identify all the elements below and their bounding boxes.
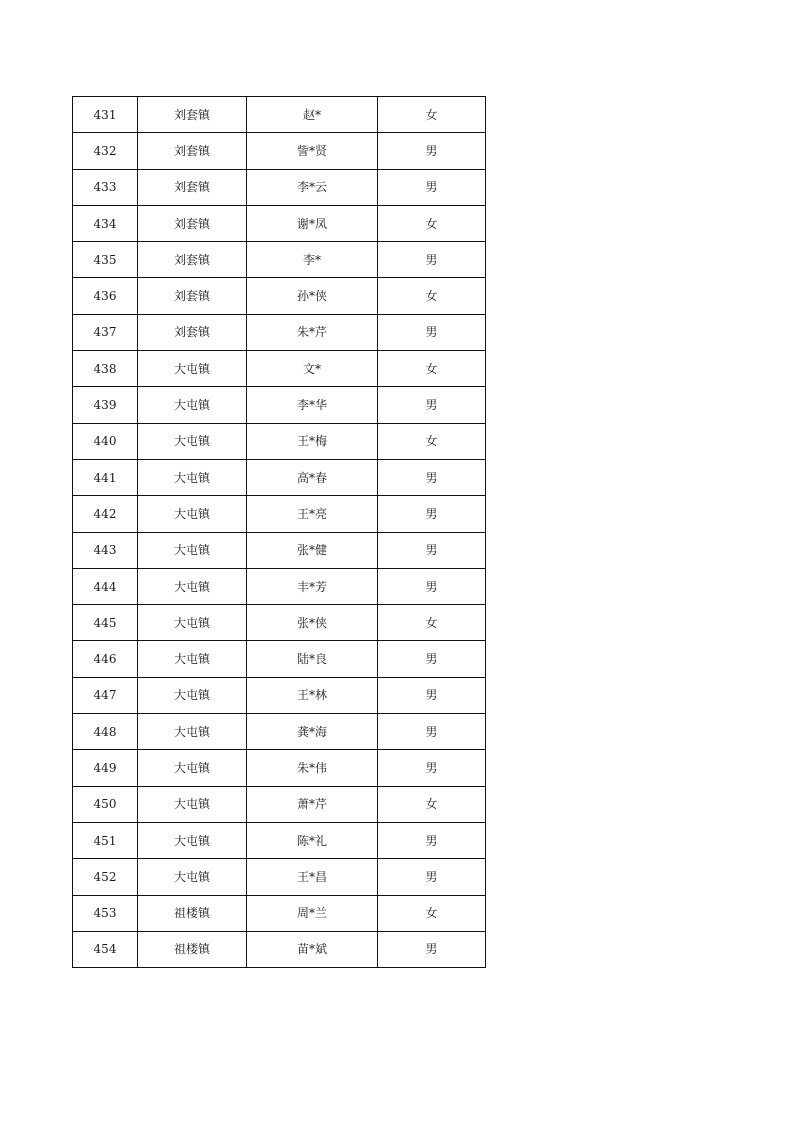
roster-table-body [73, 97, 486, 968]
table-row [73, 859, 486, 895]
row-number-cell: 432 [73, 133, 138, 169]
gender-cell: 男 [378, 859, 486, 895]
town-cell: 大屯镇 [138, 387, 247, 423]
table-row [73, 750, 486, 786]
gender-cell: 男 [378, 242, 486, 278]
gender-cell: 男 [378, 532, 486, 568]
table-row [73, 351, 486, 387]
table-row [73, 931, 486, 967]
table-row [73, 205, 486, 241]
gender-cell: 男 [378, 459, 486, 495]
gender-cell: 男 [378, 496, 486, 532]
person-name-cell: 苗*斌 [247, 931, 378, 967]
gender-cell: 女 [378, 97, 486, 133]
town-cell: 大屯镇 [138, 423, 247, 459]
gender-cell: 女 [378, 423, 486, 459]
row-number-cell: 449 [73, 750, 138, 786]
person-name-cell: 陆*良 [247, 641, 378, 677]
table-row [73, 786, 486, 822]
row-number-cell: 431 [73, 97, 138, 133]
row-number-cell: 447 [73, 677, 138, 713]
gender-cell: 男 [378, 822, 486, 858]
row-number-cell: 442 [73, 496, 138, 532]
person-name-cell: 龚*海 [247, 714, 378, 750]
town-cell: 大屯镇 [138, 351, 247, 387]
person-name-cell: 谢*凤 [247, 205, 378, 241]
table-row [73, 423, 486, 459]
town-cell: 大屯镇 [138, 714, 247, 750]
gender-cell: 女 [378, 351, 486, 387]
gender-cell: 女 [378, 895, 486, 931]
town-cell: 刘套镇 [138, 242, 247, 278]
row-number-cell: 444 [73, 568, 138, 604]
gender-cell: 女 [378, 605, 486, 641]
row-number-cell: 451 [73, 822, 138, 858]
gender-cell: 男 [378, 750, 486, 786]
table-row [73, 314, 486, 350]
person-name-cell: 张*侠 [247, 605, 378, 641]
person-name-cell: 高*春 [247, 459, 378, 495]
table-row [73, 641, 486, 677]
table-row [73, 895, 486, 931]
table-row [73, 605, 486, 641]
gender-cell: 男 [378, 387, 486, 423]
town-cell: 刘套镇 [138, 133, 247, 169]
town-cell: 大屯镇 [138, 750, 247, 786]
town-cell: 大屯镇 [138, 496, 247, 532]
table-row [73, 278, 486, 314]
row-number-cell: 446 [73, 641, 138, 677]
gender-cell: 女 [378, 786, 486, 822]
town-cell: 大屯镇 [138, 568, 247, 604]
person-name-cell: 王*梅 [247, 423, 378, 459]
person-name-cell: 朱*芹 [247, 314, 378, 350]
row-number-cell: 436 [73, 278, 138, 314]
gender-cell: 男 [378, 169, 486, 205]
town-cell: 大屯镇 [138, 605, 247, 641]
person-name-cell: 訾*贤 [247, 133, 378, 169]
gender-cell: 男 [378, 314, 486, 350]
town-cell: 刘套镇 [138, 169, 247, 205]
gender-cell: 男 [378, 714, 486, 750]
row-number-cell: 443 [73, 532, 138, 568]
table-row [73, 133, 486, 169]
table-row [73, 169, 486, 205]
person-name-cell: 朱*伟 [247, 750, 378, 786]
table-row [73, 677, 486, 713]
row-number-cell: 441 [73, 459, 138, 495]
town-cell: 祖楼镇 [138, 895, 247, 931]
table-row [73, 822, 486, 858]
gender-cell: 男 [378, 931, 486, 967]
town-cell: 大屯镇 [138, 822, 247, 858]
town-cell: 刘套镇 [138, 205, 247, 241]
table-row [73, 568, 486, 604]
gender-cell: 男 [378, 133, 486, 169]
gender-cell: 男 [378, 641, 486, 677]
row-number-cell: 452 [73, 859, 138, 895]
person-name-cell: 萧*芹 [247, 786, 378, 822]
person-name-cell: 王*林 [247, 677, 378, 713]
row-number-cell: 453 [73, 895, 138, 931]
town-cell: 大屯镇 [138, 859, 247, 895]
row-number-cell: 433 [73, 169, 138, 205]
person-name-cell: 王*昌 [247, 859, 378, 895]
person-name-cell: 赵* [247, 97, 378, 133]
person-name-cell: 丰*芳 [247, 568, 378, 604]
roster-table [72, 96, 486, 968]
person-name-cell: 孙*侠 [247, 278, 378, 314]
table-row [73, 242, 486, 278]
town-cell: 刘套镇 [138, 314, 247, 350]
person-name-cell: 陈*礼 [247, 822, 378, 858]
row-number-cell: 440 [73, 423, 138, 459]
row-number-cell: 448 [73, 714, 138, 750]
table-row [73, 714, 486, 750]
table-row [73, 459, 486, 495]
table-row [73, 532, 486, 568]
person-name-cell: 张*健 [247, 532, 378, 568]
person-name-cell: 李*云 [247, 169, 378, 205]
row-number-cell: 445 [73, 605, 138, 641]
row-number-cell: 437 [73, 314, 138, 350]
person-name-cell: 文* [247, 351, 378, 387]
table-row [73, 496, 486, 532]
row-number-cell: 450 [73, 786, 138, 822]
town-cell: 大屯镇 [138, 641, 247, 677]
table-row [73, 387, 486, 423]
town-cell: 大屯镇 [138, 786, 247, 822]
town-cell: 大屯镇 [138, 532, 247, 568]
town-cell: 刘套镇 [138, 278, 247, 314]
person-name-cell: 李* [247, 242, 378, 278]
town-cell: 大屯镇 [138, 459, 247, 495]
row-number-cell: 438 [73, 351, 138, 387]
row-number-cell: 439 [73, 387, 138, 423]
gender-cell: 男 [378, 568, 486, 604]
town-cell: 大屯镇 [138, 677, 247, 713]
row-number-cell: 454 [73, 931, 138, 967]
town-cell: 祖楼镇 [138, 931, 247, 967]
person-name-cell: 王*亮 [247, 496, 378, 532]
person-name-cell: 李*华 [247, 387, 378, 423]
table-row [73, 97, 486, 133]
gender-cell: 女 [378, 205, 486, 241]
gender-cell: 女 [378, 278, 486, 314]
person-name-cell: 周*兰 [247, 895, 378, 931]
town-cell: 刘套镇 [138, 97, 247, 133]
row-number-cell: 434 [73, 205, 138, 241]
gender-cell: 男 [378, 677, 486, 713]
row-number-cell: 435 [73, 242, 138, 278]
